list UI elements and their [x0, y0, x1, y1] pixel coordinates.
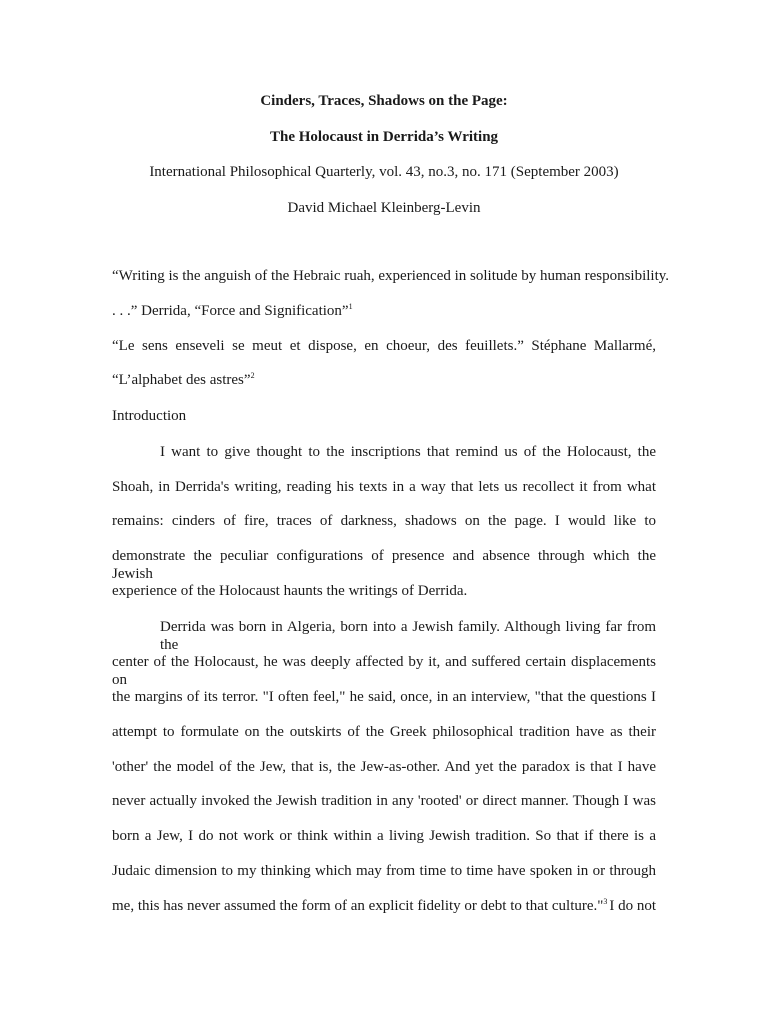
epigraph-1-line-1: “Writing is the anguish of the Hebraic ruah, experienced in solitude by human responsibility. — [112, 268, 670, 284]
body-line-segment: me, this has never assumed the form of an explicit fidelity or debt to that culture." — [112, 898, 604, 914]
body-line-text — [112, 897, 607, 915]
body-line: born a Jew, I do not work or think within a living Jewish tradition. So that if there is a — [112, 828, 656, 844]
body-line: never actually invoked the Jewish tradition in any 'rooted' or direct manner. Though I was — [112, 793, 656, 809]
body-line: the margins of its terror. "I often feel," he said, once, in an interview, "that the questions I — [112, 689, 656, 705]
body-line: Derrida was born in Algeria, born into a Jewish family. Although living far from the — [160, 619, 656, 653]
body-line: I want to give thought to the inscriptions that remind us of the Holocaust, the — [160, 444, 656, 460]
section-heading: Introduction — [112, 408, 187, 424]
epigraph-2-text: “L’alphabet des astres” — [112, 372, 251, 388]
epigraph-2-line-1: “Le sens enseveli se meut et dispose, en choeur, des feuillets.” Stéphane Mallarmé, — [112, 338, 656, 354]
title-line-1: Cinders, Traces, Shadows on the Page: — [260, 93, 508, 109]
body-line: demonstrate the peculiar configurations of presence and absence through which the Jewish — [112, 548, 656, 582]
footnote-ref-1: 1 — [348, 302, 353, 311]
body-line: 'other' the model of the Jew, that is, the Jew-as-other. And yet the paradox is that I have — [112, 759, 656, 775]
body-line-tail: I do not — [609, 898, 656, 914]
author: David Michael Kleinberg-Levin — [287, 200, 481, 216]
body-line: center of the Holocaust, he was deeply affected by it, and suffered certain displacements on — [112, 654, 656, 688]
footnote-ref-2: 2 — [250, 371, 255, 380]
body-line — [112, 897, 656, 915]
body-line: Judaic dimension to my thinking which may from time to time have spoken in or through — [112, 863, 656, 879]
body-line: Shoah, in Derrida's writing, reading his texts in a way that lets us recollect it from what — [112, 479, 656, 495]
epigraph-1-line-2 — [112, 302, 656, 320]
epigraph-1-text: . . .” Derrida, “Force and Signification” — [112, 303, 349, 319]
epigraph-2-line-2 — [112, 371, 656, 389]
footnote-ref-3: 3 — [603, 897, 608, 906]
body-line: experience of the Holocaust haunts the writings of Derrida. — [112, 583, 468, 599]
citation: International Philosophical Quarterly, vol. 43, no.3, no. 171 (September 2003) — [149, 164, 619, 180]
body-line: remains: cinders of fire, traces of darkness, shadows on the page. I would like to — [112, 513, 656, 529]
title-line-2: The Holocaust in Derrida’s Writing — [269, 129, 499, 145]
body-line: attempt to formulate on the outskirts of the Greek philosophical tradition have as their — [112, 724, 656, 740]
